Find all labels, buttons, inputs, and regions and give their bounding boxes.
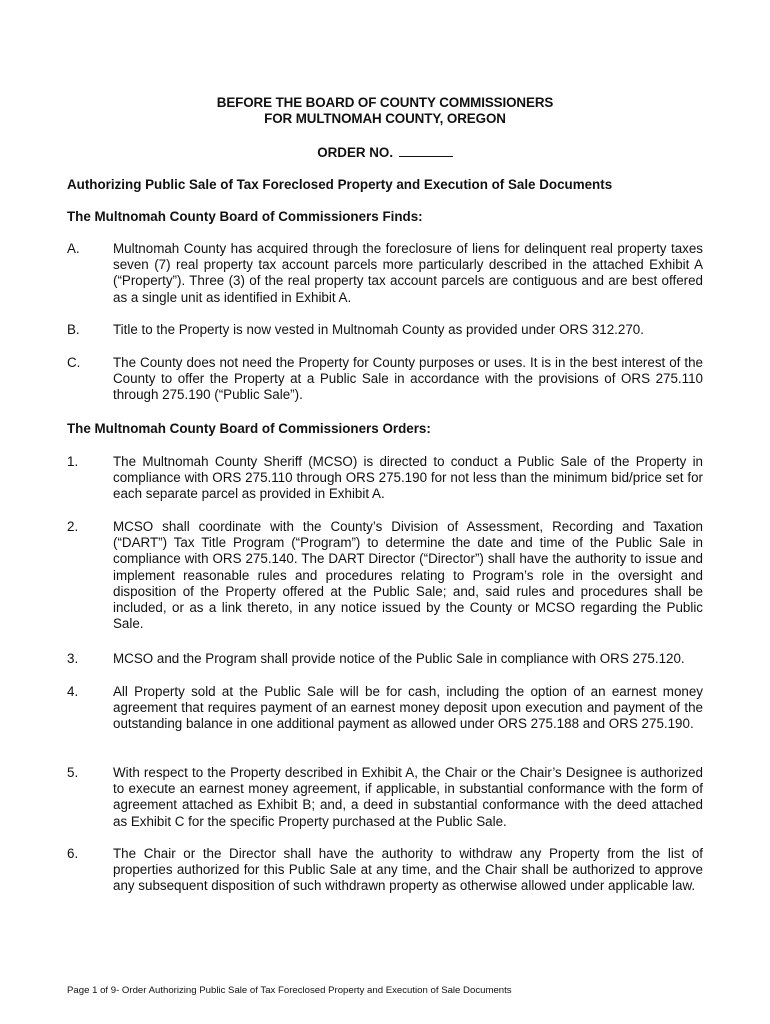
order-item-3 bbox=[67, 651, 703, 667]
order-text: The Multnomah County Sheriff (MCSO) is directed to conduct a Public Sale of the Property in compliance with ORS 275.110 through ORS 275.190 for not less than the minimum bid/price set for each separate parcel as provided in Exhibit A. bbox=[113, 454, 703, 502]
order-marker: 2. bbox=[67, 519, 79, 534]
document-title: Authorizing Public Sale of Tax Foreclosed Property and Execution of Sale Documents bbox=[67, 177, 613, 192]
finding-marker: C. bbox=[67, 355, 81, 370]
order-number-label: ORDER NO. bbox=[317, 145, 394, 160]
page-footer: Page 1 of 9- Order Authorizing Public Sale of Tax Foreclosed Property and Execution of Sale Documents bbox=[67, 985, 512, 996]
order-item-5 bbox=[67, 765, 703, 830]
finding-item-c bbox=[67, 355, 703, 404]
finding-marker: B. bbox=[67, 322, 80, 337]
finding-text: Title to the Property is now vested in Multnomah County as provided under ORS 312.270. bbox=[113, 322, 644, 337]
finding-marker: A. bbox=[67, 241, 80, 256]
order-text: The Chair or the Director shall have the authority to withdraw any Property from the list of properties authorized for this Public Sale at any time, and the Chair shall be authorized to approve any subsequent disposition of such withdrawn property as otherwise allowed under applicable law. bbox=[113, 846, 703, 894]
order-marker: 4. bbox=[67, 684, 79, 699]
finding-text: The County does not need the Property for County purposes or uses. It is in the best interest of the County to offer the Property at a Public Sale in accordance with the provisions of ORS 275.110 through 275.190 (“Public Sale”). bbox=[113, 355, 703, 403]
findings-heading: The Multnomah County Board of Commissioners Finds: bbox=[67, 209, 423, 224]
orders-heading: The Multnomah County Board of Commissioners Orders: bbox=[67, 421, 431, 436]
order-text: All Property sold at the Public Sale will be for cash, including the option of an earnest money agreement that requires payment of an earnest money deposit upon execution and payment of the outstanding balance in one additional payment as allowed under ORS 275.188 and ORS 275.190. bbox=[113, 684, 703, 732]
order-number bbox=[0, 145, 770, 160]
finding-item-a bbox=[67, 241, 703, 306]
order-item-2 bbox=[67, 519, 703, 632]
finding-item-b bbox=[67, 322, 703, 338]
order-item-1 bbox=[67, 454, 703, 503]
order-text: With respect to the Property described in Exhibit A, the Chair or the Chair’s Designee is authorized to execute an earnest money agreement, if applicable, in substantial conformance with the form of agreement attached as Exhibit B; and, a deed in substantial conformance with the deed attached as Exhibit C for the specific Property purchased at the Public Sale. bbox=[113, 765, 703, 829]
order-number-blank bbox=[399, 145, 453, 157]
order-marker: 6. bbox=[67, 846, 79, 861]
order-text: MCSO shall coordinate with the County’s Division of Assessment, Recording and Taxation (“DART”) Tax Title Program (“Program”) to determine the date and time of the Public Sale in compliance with ORS 275.140. The DART Director (“Director”) shall have the authority to issue and implement reasonable rules and procedures relating to Program’s role in the oversight and disposition of the Property offered at the Public Sale; and, said rules and procedures shall be included, or as a link thereto, in any notice issued by the County or MCSO regarding the Public Sale. bbox=[113, 519, 703, 632]
order-marker: 5. bbox=[67, 765, 79, 780]
order-text: MCSO and the Program shall provide notice of the Public Sale in compliance with ORS 275.120. bbox=[113, 651, 685, 666]
order-marker: 1. bbox=[67, 454, 79, 469]
order-item-6 bbox=[67, 846, 703, 895]
header-line-2: FOR MULTNOMAH COUNTY, OREGON bbox=[264, 111, 506, 126]
order-marker: 3. bbox=[67, 651, 79, 666]
finding-text: Multnomah County has acquired through the foreclosure of liens for delinquent real property taxes seven (7) real property tax account parcels more particularly described in the attached Exhibit A (“Property”). Three (3) of the real property tax account parcels are contiguous and are best offered as a single unit as identified in Exhibit A. bbox=[113, 241, 703, 305]
order-item-4 bbox=[67, 684, 703, 733]
header-line-1: BEFORE THE BOARD OF COUNTY COMMISSIONERS bbox=[216, 95, 554, 110]
